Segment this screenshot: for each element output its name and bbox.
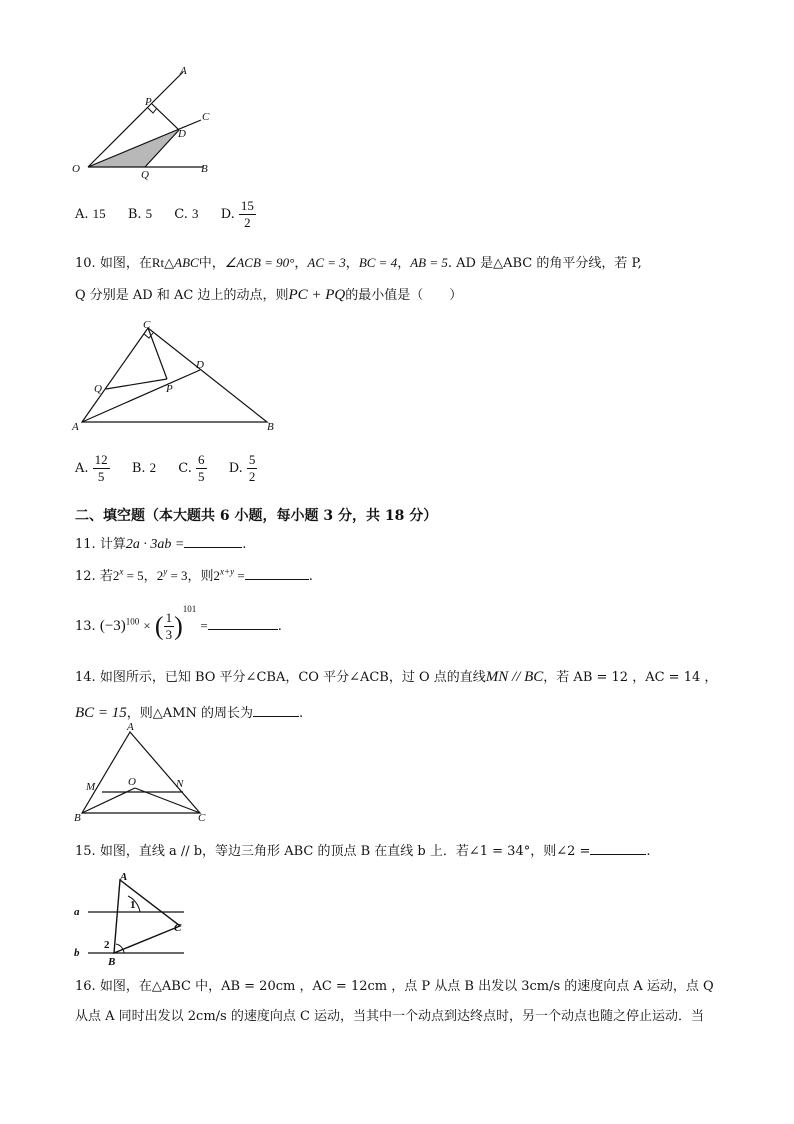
label-C: C [202,111,210,123]
q9-option-b[interactable]: B. 5 [127,206,153,222]
q9-option-a[interactable]: A. 15 [75,206,106,222]
answer-blank[interactable] [253,704,299,717]
q9-option-d[interactable]: D. $\frac{15}{2}$ [220,198,254,230]
label-C: C [198,812,206,824]
answer-blank[interactable] [184,535,242,548]
q9-options [75,198,274,231]
label-O: O [72,163,80,175]
label-P: P [166,383,173,395]
q16-line2: 从点 A 同时出发以 2cm/s 的速度向点 C 运动，当其中一个动点到达终点时，另一个动点也随之停止运动．当 [75,1009,705,1024]
label-O: O [128,776,136,788]
q10-line2: Q 分别是 AD 和 AC 边上的动点，则PC + PQ的最小值是（ ） [75,287,463,303]
q10-line1: 10. 如图，在Rt△ABC中，∠ACB = 90°，AC = 3，BC = 4，AB = 5. AD 是△ABC 的角平分线，若 P, [75,255,642,271]
label-b: b [74,947,80,959]
label-B: B [201,163,208,175]
label-Q: Q [141,169,149,180]
label-D: D [196,359,204,371]
label-angle-1: 1 [130,899,136,911]
label-A: A [180,65,187,77]
label-B: B [74,812,81,824]
q10-option-c[interactable]: C. $\frac{6}{5}$ [178,452,205,484]
q14-line2: BC = 15，则△AMN 的周长为 . [75,705,304,721]
answer-blank[interactable] [208,617,278,630]
label-A: A [120,871,128,883]
label-angle-2: 2 [104,939,110,951]
q10-options [75,452,275,485]
label-A: A [127,721,134,733]
figure-q14 [70,720,220,825]
label-C: C [143,319,151,331]
label-N: N [176,778,184,790]
q14-line1: 14. 如图所示，已知 BO 平分∠CBA，CO 平分∠ACB，过 O 点的直线MN // BC，若 AB = 12 ，AC = 14 ， [75,669,718,685]
q11: 11. 计算2a · 3ab = . [75,537,247,552]
answer-blank[interactable] [245,567,309,580]
q12: 12. 若$2^x = 5$，$2^y = 3$，则$2^{x+y}$ = . [75,566,313,584]
answer-blank[interactable] [590,842,646,855]
label-B: B [267,421,274,433]
label-Q: Q [94,383,102,395]
figure-q15 [70,868,200,968]
label-D: D [178,128,186,140]
label-C: C [174,922,182,934]
figure-q10 [70,316,290,436]
q9-option-c[interactable]: C. 3 [174,206,199,222]
q10-option-b[interactable]: B. 2 [131,460,157,476]
label-P: P [145,96,152,108]
q13: 13. $(-3)^{100}$ × ( $\frac{1}{3}$ )$^{101}$ = . [75,604,282,642]
label-a: a [74,906,80,918]
figure-q9 [68,60,228,180]
q15: 15. 如图，直线 a // b，等边三角形 ABC 的顶点 B 在直线 b 上．若∠1 = 34°，则∠2 = . [75,844,651,859]
label-B: B [108,956,116,968]
label-M: M [86,781,96,793]
section-title: 二、填空题（本大题共 6 小题，每小题 3 分，共 18 分） [75,508,438,524]
q10-option-a[interactable]: A. $\frac{12}{5}$ [75,452,108,484]
q16-line1: 16. 如图，在△ABC 中，AB = 20cm ，AC = 12cm ，点 P 从点 B 出发以 3cm/s 的速度向点 A 运动，点 Q [75,979,714,994]
label-A: A [72,421,79,433]
q10-option-d[interactable]: D. $\frac{5}{2}$ [228,452,256,484]
